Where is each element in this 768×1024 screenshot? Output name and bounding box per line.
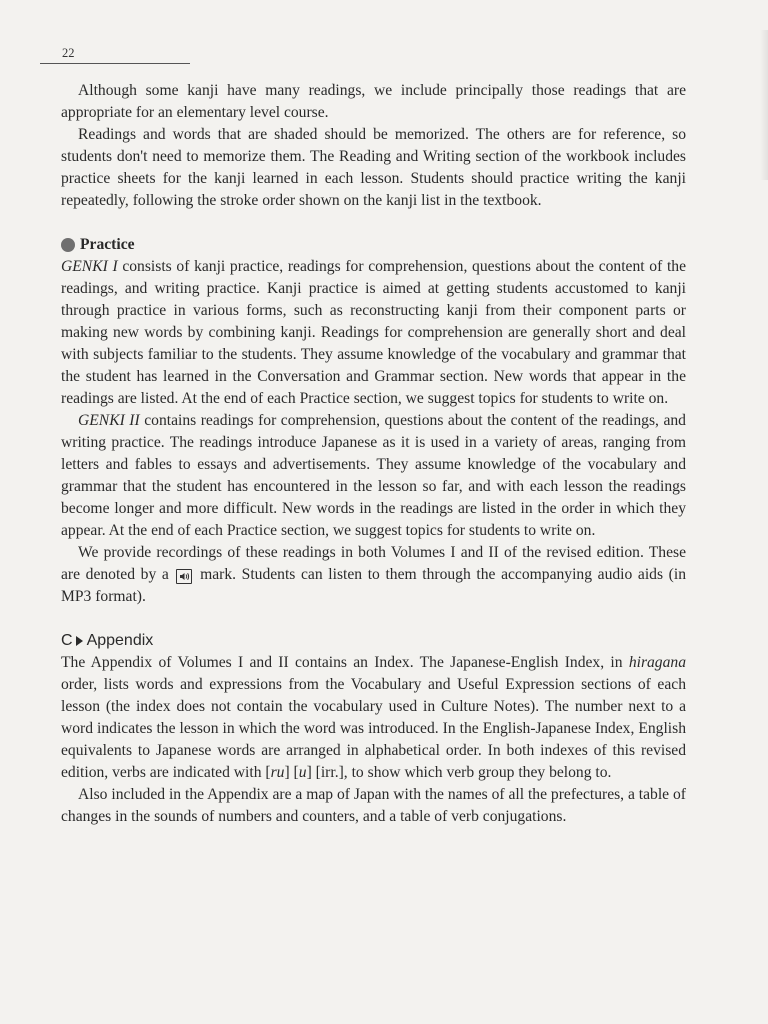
intro-paragraph-1: Although some kanji have many readings, we include principally those readings that are appropriate for an elementary level course.	[61, 82, 686, 121]
audio-speaker-icon	[176, 569, 192, 584]
triangle-right-icon	[76, 636, 83, 646]
appendix-p1-part-d: ] [	[284, 764, 299, 781]
page-number: 22	[62, 46, 75, 60]
practice-paragraph-2-text: contains readings for comprehension, questions about the content of the readings, and writing practice. The readings introduce Japanese as it is used in a variety of areas, ranging from letters and fables to essays and advertisements. They assume knowledge of the vocabulary and grammar that the student has encountered in the lesson so far, and with each lesson the readings become longer and more difficult. New words in the readings are listed in the order in which they appear. At the end of each Practice section, we suggest topics for students to write on.	[61, 412, 686, 539]
practice-paragraph-3	[61, 542, 686, 608]
practice-paragraph-3-before: We provide recordings of these readings in both Volumes I and II of the revised edition. These are denoted by a	[61, 544, 686, 583]
appendix-p1-part-e: ] [irr.], to show which verb group they belong to.	[306, 764, 612, 781]
appendix-p1-part-a: The Appendix of Volumes I and II contains an Index. The Japanese-English Index, in	[61, 654, 629, 671]
practice-paragraph-1-text: consists of kanji practice, readings for comprehension, questions about the content of the readings, and writing practice. Kanji practice is aimed at getting students accustomed to kanji through practice in various forms, such as reconstructing kanji from their component parts or making new words by combining kanji. Readings for comprehension are generally short and deal with subjects familiar to the students. They assume knowledge of the vocabulary and grammar that the student has learned in the Conversation and Grammar section. New words that appear in the readings are listed. At the end of each Practice section, we suggest topics for students to write on.	[61, 258, 686, 407]
page-edge-shadow	[760, 30, 768, 180]
appendix-p1-ru: ru	[270, 764, 285, 781]
appendix-p1-hiragana: hiragana	[628, 654, 686, 671]
intro-paragraph-2: Readings and words that are shaded should be memorized. The others are for reference, so students don't need to memorize them. The Reading and Writing section of the workbook includes practice sheets for the kanji learned in each lesson. Students should practice writing the kanji repeatedly, following the stroke order shown on the kanji list in the textbook.	[61, 126, 686, 209]
genki-1-title: GENKI I	[61, 258, 118, 275]
appendix-paragraph-2: Also included in the Appendix are a map of Japan with the names of all the prefectures, a table of changes in the sounds of numbers and counters, and a table of verb conjugations.	[61, 786, 686, 825]
appendix-heading-label: Appendix	[86, 632, 154, 649]
page-number-rule	[40, 63, 190, 64]
practice-heading	[61, 234, 686, 256]
appendix-p1-part-c: order, lists words and expressions from the Vocabulary and Useful Expression sections of each lesson (the index does not contain the vocabulary used in Culture Notes). The number next to a word indicates the lesson in which the word was introduced. In the English-Japanese Index, English equivalents to Japanese words are arranged in alphabetical order. In both indexes of this revised edition, verbs are indicated with [	[61, 676, 686, 781]
appendix-section-letter: C	[61, 632, 73, 649]
appendix-paragraph-1	[61, 652, 686, 784]
filled-circle-icon	[61, 238, 75, 252]
genki-2-title: GENKI II	[78, 412, 140, 429]
practice-paragraph-2	[61, 410, 686, 542]
page-content	[61, 80, 686, 828]
appendix-heading	[61, 630, 686, 652]
practice-heading-label: Practice	[80, 236, 135, 253]
practice-paragraph-3-after: mark. Students can listen to them through the accompanying audio aids (in MP3 format).	[61, 566, 686, 605]
appendix-p1-u: u	[298, 764, 307, 781]
practice-paragraph-1	[61, 256, 686, 410]
